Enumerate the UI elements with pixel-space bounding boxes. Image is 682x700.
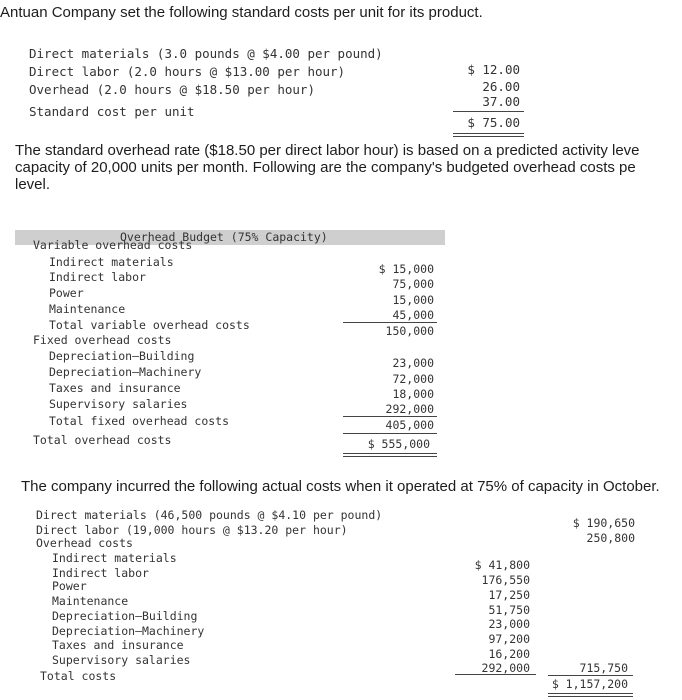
actual-total-value: $ 1,157,200: [551, 677, 628, 691]
actual-intro-text: The company incurred the following actual costs when it operated at 75% of capacity in October.: [21, 478, 660, 495]
std-subtotal-rule: [453, 111, 524, 112]
budget-row-label: Maintenance: [49, 302, 126, 316]
fixed-subtotal-rule: [343, 416, 437, 417]
paragraph-line: level.: [15, 176, 51, 193]
budget-row-value: 15,000: [392, 293, 434, 307]
paragraph-line: capacity of 20,000 units per month. Following are the company's budgeted overhead costs pe: [15, 159, 636, 176]
budget-row-value: 72,000: [392, 372, 434, 386]
std-total-label: Standard cost per unit: [29, 104, 195, 119]
budget-row-value: 292,000: [385, 402, 434, 416]
budget-row-label: Supervisory salaries: [49, 397, 188, 411]
std-total-double-rule: [453, 133, 524, 137]
std-row-label: Overhead (2.0 hours @ $18.50 per hour): [29, 82, 315, 97]
actual-total-label: Total costs: [40, 669, 117, 683]
budget-row-label: Indirect materials: [49, 255, 174, 269]
total-overhead-label: Total overhead costs: [33, 433, 172, 447]
intro-text: Antuan Company set the following standard costs per unit for its product.: [0, 4, 483, 21]
actual-row-value: $ 41,800: [474, 558, 530, 572]
actual-row-value: 292,000: [481, 661, 530, 675]
total-variable-label: Total variable overhead costs: [49, 318, 250, 332]
actual-overhead-total: 715,750: [579, 661, 628, 675]
budget-row-value: 18,000: [392, 387, 434, 401]
total-variable-value: 150,000: [385, 324, 434, 338]
actual-dm-value: $ 190,650: [572, 516, 635, 530]
actual-row-value: 16,200: [488, 647, 530, 661]
actual-row-label: Maintenance: [52, 594, 129, 608]
actual-total-double-rule: [548, 693, 633, 697]
actual-row-label: Taxes and insurance: [52, 638, 184, 652]
budget-row-label: Depreciation—Building: [49, 349, 195, 363]
fixed-heading: Fixed overhead costs: [33, 333, 172, 347]
budget-row-label: Indirect labor: [49, 270, 146, 284]
variable-subtotal-rule: [343, 322, 437, 323]
budget-row-value: $ 15,000: [378, 262, 434, 276]
actual-row-value: 51,750: [488, 603, 530, 617]
overhead-subtotal-rule: [455, 674, 536, 675]
actual-row-label: Depreciation—Building: [52, 609, 198, 623]
actual-row-value: 17,250: [488, 588, 530, 602]
std-row-value: 37.00: [482, 94, 520, 109]
budget-row-value: 75,000: [392, 277, 434, 291]
total-fixed-label: Total fixed overhead costs: [49, 414, 230, 428]
std-row-label: Direct materials (3.0 pounds @ $4.00 per pound): [29, 46, 383, 61]
budget-row-value: 23,000: [392, 356, 434, 370]
variable-heading: Variable overhead costs: [33, 238, 193, 252]
budget-row-value: 45,000: [392, 308, 434, 322]
actual-row-value: 176,550: [481, 573, 530, 587]
actual-row-label: Power: [52, 579, 87, 593]
actual-total-rule: [548, 675, 633, 676]
actual-row-label: Supervisory salaries: [52, 653, 191, 667]
total-overhead-value: $ 555,000: [367, 437, 430, 451]
actual-row-value: 23,000: [488, 617, 530, 631]
actual-dl-label: Direct labor (19,000 hours @ $13.20 per hour): [36, 523, 348, 537]
total-overhead-double-rule: [343, 453, 437, 457]
actual-dm-label: Direct materials (46,500 pounds @ $4.10 per pound): [36, 508, 383, 522]
actual-overhead-heading: Overhead costs: [36, 536, 133, 550]
actual-row-label: Depreciation—Machinery: [52, 624, 205, 638]
overhead-rate-paragraph: [15, 142, 682, 193]
std-row-value: 26.00: [482, 79, 520, 94]
total-fixed-value: 405,000: [385, 418, 434, 432]
budget-row-label: Taxes and insurance: [49, 381, 181, 395]
actual-row-label: Indirect labor: [52, 566, 149, 580]
actual-dl-value: 250,800: [586, 531, 635, 545]
paragraph-line: The standard overhead rate ($18.50 per direct labor hour) is based on a predicted activity leve: [15, 142, 640, 159]
actual-row-value: 97,200: [488, 632, 530, 646]
budget-row-label: Depreciation—Machinery: [49, 365, 202, 379]
std-row-value: $ 12.00: [467, 62, 520, 77]
budget-header: Overhead Budget (75% Capacity): [120, 230, 328, 244]
actual-row-label: Indirect materials: [52, 551, 177, 565]
std-row-label: Direct labor (2.0 hours @ $13.00 per hour): [29, 64, 346, 79]
total-overhead-rule: [343, 433, 437, 434]
budget-row-label: Power: [49, 286, 84, 300]
std-total-value: $ 75.00: [467, 115, 520, 130]
